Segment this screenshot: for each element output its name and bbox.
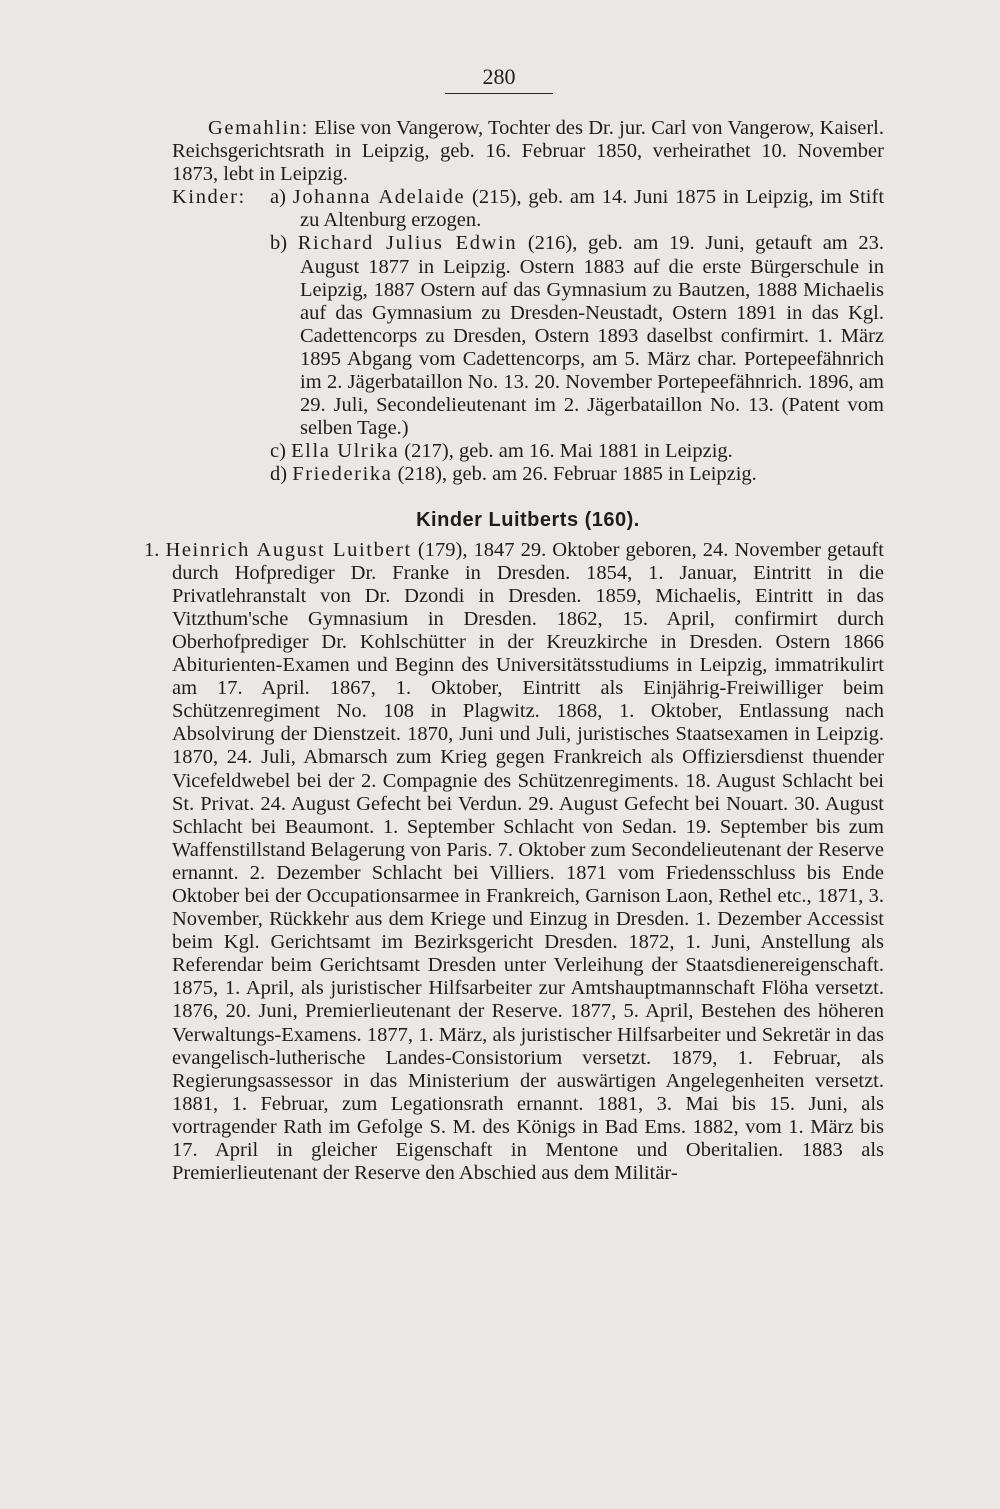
child-name: Richard Julius Edwin (297, 232, 518, 255)
child-marker: a) (270, 186, 286, 209)
section-title: Kinder Luitberts (160). (416, 508, 640, 531)
child-item (270, 232, 885, 440)
child-item (270, 463, 884, 486)
spouse-paragraph (172, 117, 884, 186)
child-marker: c) (270, 440, 286, 463)
child-name: Johanna Adelaide (292, 186, 466, 209)
child-details: (216), geb. am 19. Juni, getauft am 23. August 1877 in Leipzig. Ostern 1883 auf die erste Bürgerschule in Leipzig, 1887 Ostern auf das Gymnasium zu Bautzen, 1888 Michaelis auf das Gymnasium zu Dresden-Neustadt, Ostern 1891 in das Kgl. Cadettencorps zu Dresden, Ostern 1893 daselbst confirmirt. 1. März 1895 Abgang vom Cadettencorps, am 5. März char. Portepeefähnrich im 2. Jägerbataillon No. 13. 20. November Portepeefähnrich. 1896, am 29. Juli, Secondelieutenant im 2. Jägerbataillon No. 13. (Patent vom selben Tage.) (300, 232, 885, 440)
child-details: (217), geb. am 16. Mai 1881 in Leipzig. (399, 440, 733, 463)
entry-name: Heinrich August Luitbert (165, 538, 412, 561)
page-number-rule (445, 93, 553, 94)
spouse-text: Elise von Vangerow, Tochter des Dr. jur. Carl von Vangerow, Kaiserl. Reichsgerichtsrath in Leipzig, geb. 16. Februar 1850, verheirathet 10. November 1873, lebt in Leipzig. (172, 117, 884, 186)
child-name: Friederika (292, 463, 393, 486)
entry-number: 1. (144, 538, 160, 561)
spouse-label: Gemahlin: (208, 117, 309, 139)
biography-entry (144, 538, 884, 1186)
children-list (172, 186, 884, 486)
child-item (270, 186, 885, 232)
child-marker: d) (270, 463, 288, 486)
child-item (270, 440, 884, 463)
child-details: (218), geb. am 26. Februar 1885 in Leipzig. (392, 463, 757, 486)
children-label: Kinder: (172, 186, 246, 209)
page-body (144, 117, 885, 1185)
child-marker: b) (270, 232, 288, 255)
child-details: (215), geb. am 14. Juni 1875 in Leipzig, im Stift zu Altenburg erzogen. (300, 186, 885, 232)
entry-text: (179), 1847 29. Oktober geboren, 24. November getauft durch Hofprediger Dr. Franke in Dresden. 1854, 1. Januar, Eintritt in die Privatlehranstalt von Dr. Dzondi in Dresden. 1859, Michaelis, Eintritt in das Vitzthum'sche Gymnasium in Dresden. 1862, 15. April, confirmirt durch Oberhofprediger Dr. Kohlschütter in der Kreuzkirche in Dresden. Ostern 1866 Abiturienten-Examen und Beginn des Universitätsstudiums in Leipzig, immatrikulirt am 17. April. 1867, 1. Oktober, Eintritt als Einjährig-Freiwilliger beim Schützenregiment No. 108 in Plagwitz. 1868, 1. Oktober, Entlassung nach Absolvirung der Dienstzeit. 1870, Juni und Juli, juristisches Staatsexamen in Leipzig. 1870, 24. Juli, Abmarsch zum Krieg gegen Frankreich als Offiziersdienst thuender Vicefeldwebel bei der 2. Compagnie des Schützenregiments. 18. August Schlacht bei St. Privat. 24. August Gefecht bei Verdun. 29. August Gefecht bei Nouart. 30. August Schlacht bei Beaumont. 1. September Schlacht von Sedan. 19. September bis zum Waffenstillstand Belagerung von Paris. 7. Oktober zum Secondelieutenant der Reserve ernannt. 2. Dezember Schlacht bei Villiers. 1871 vom Friedensschluss bis Ende Oktober bei der Occupationsarmee in Frankreich, Garnison Laon, Rethel etc., 1871, 3. November, Rückkehr aus dem Kriege und Einzug in Dresden. 1. Dezember Accessist beim Kgl. Gerichtsamt im Bezirksgericht Dresden. 1872, 1. Juni, Anstellung als Referendar beim Gerichtsamt Dresden unter Verleihung der Staatsdienereigenschaft. 1875, 1. April, als juristischer Hilfsarbeiter zur Amtshauptmannschaft Flöha versetzt. 1876, 20. Juni, Premierlieutenant der Reserve. 1877, 5. April, Bestehen des höheren Verwaltungs-Examens. 1877, 1. März, als juristischer Hilfsarbeiter und Sekretär in das evangelisch-lutherische Landes-Consistorium versetzt. 1879, 1. Februar, als Regierungsassessor in das Ministerium der auswärtigen Angelegenheiten versetzt. 1881, 1. Februar, zum Legationsrath ernannt. 1881, 3. Mai bis 15. Juni, als vortragender Rath im Gefolge S. M. des Königs in Bad Ems. 1882, vom 1. März bis 17. April in gleicher Eigenschaft in Mentone und Oberitalien. 1883 als Premierlieutenant der Reserve den Abschied aus dem Militär- (172, 538, 884, 1185)
child-name: Ella Ulrika (291, 440, 400, 463)
page-number: 280 (482, 64, 516, 89)
